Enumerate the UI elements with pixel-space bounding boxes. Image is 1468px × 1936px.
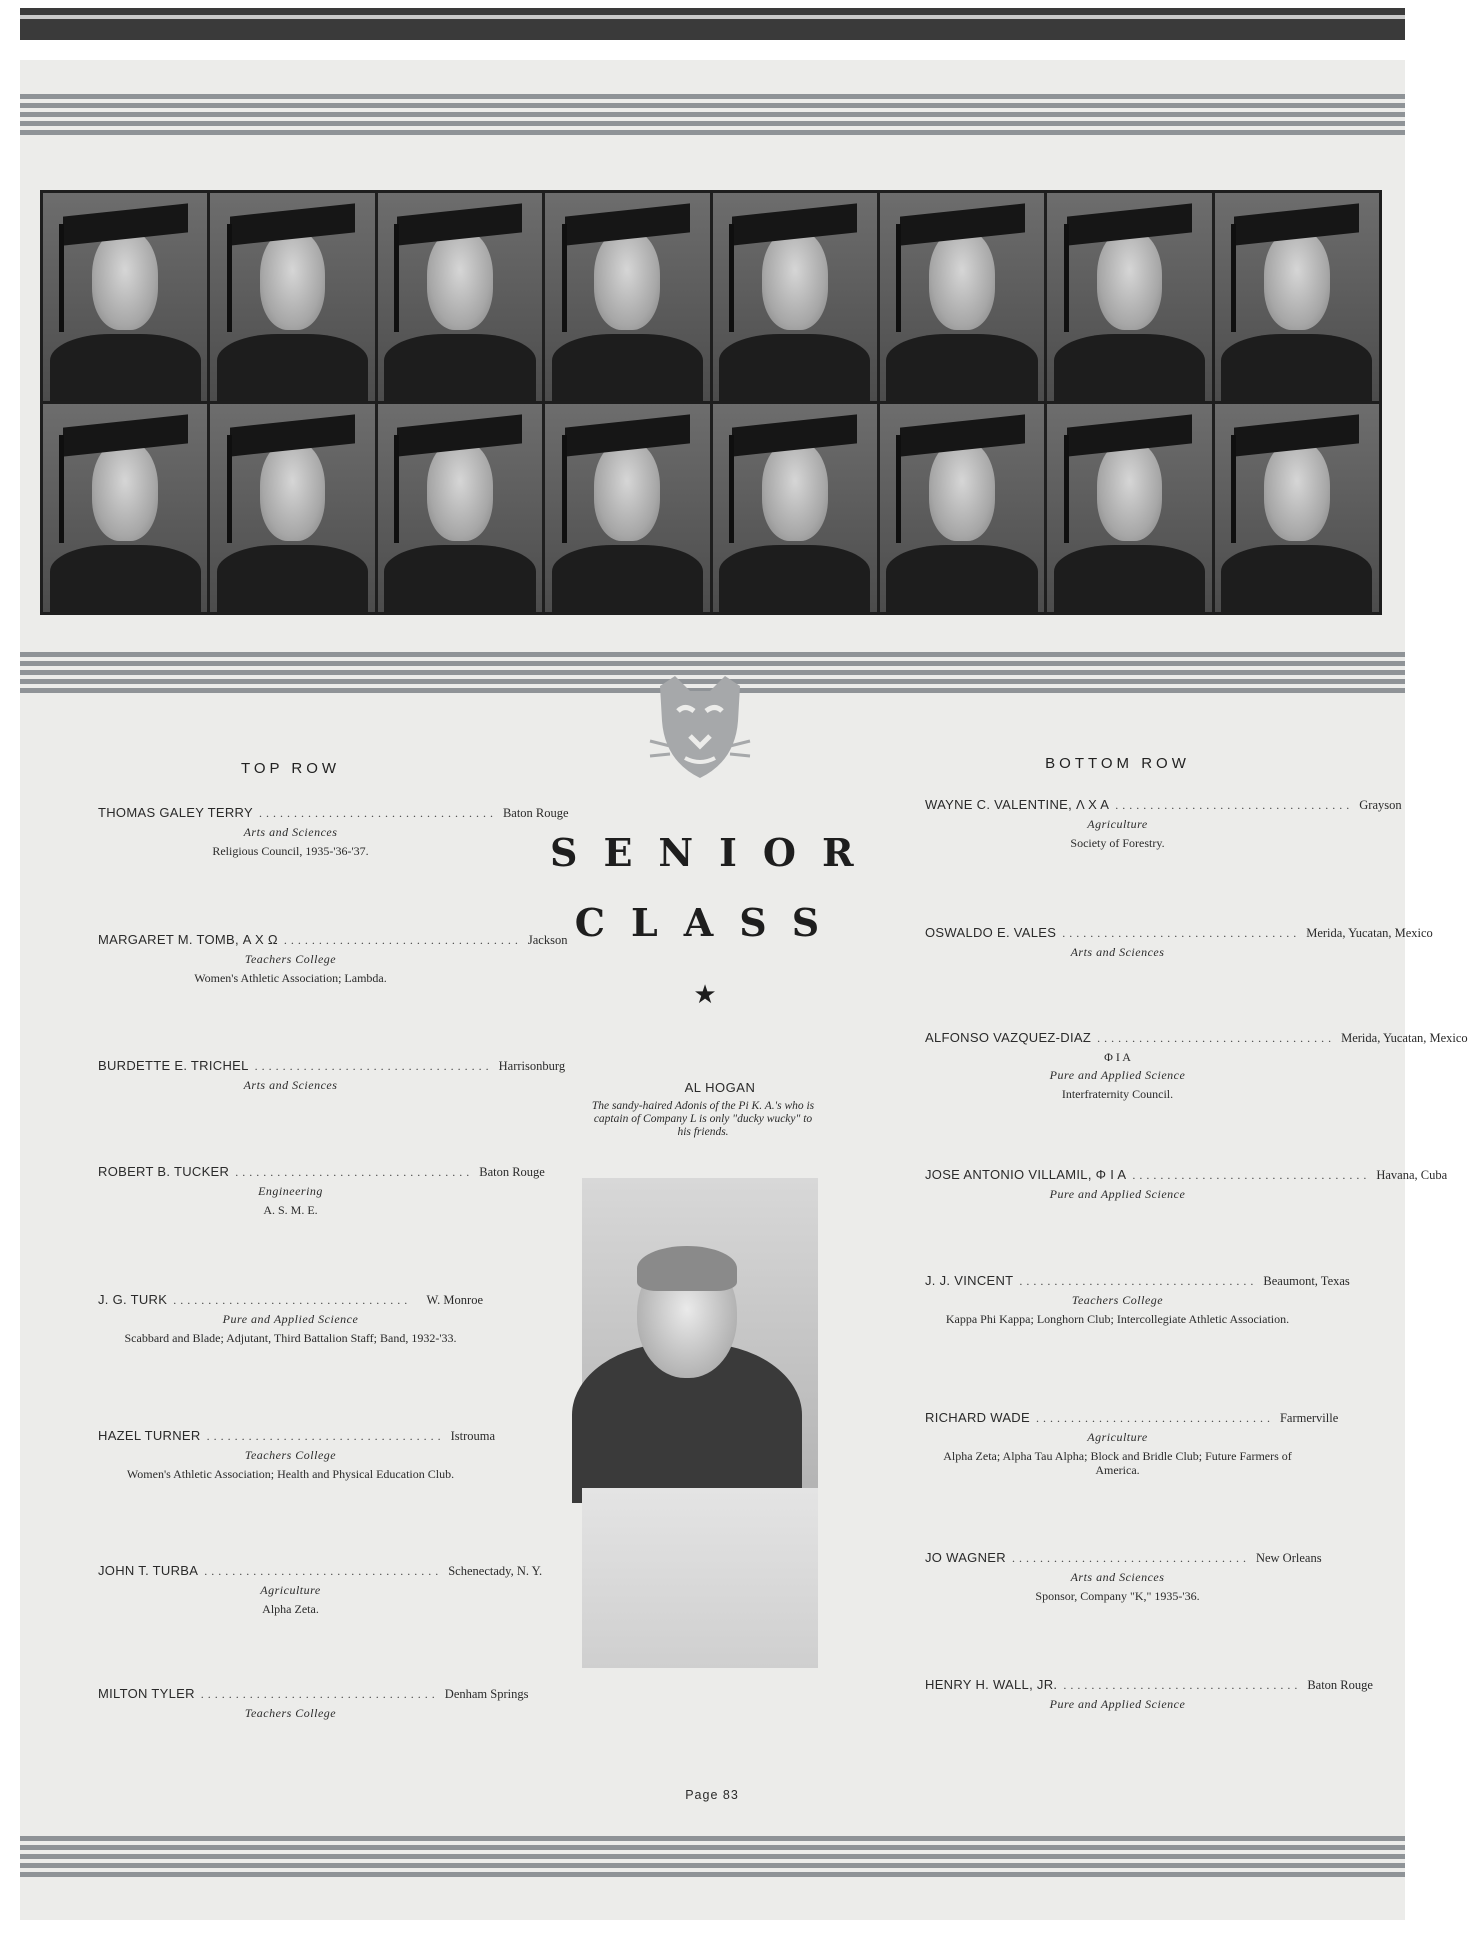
- star-icon: ★: [693, 980, 717, 1009]
- senior-title: SENIOR: [550, 830, 880, 875]
- senior-college: Teachers College: [244, 1706, 337, 1720]
- senior-name: J. J. VINCENT: [925, 1273, 1014, 1288]
- bottom-row-column: [925, 755, 1468, 1711]
- senior-portrait-grid: [40, 190, 1382, 615]
- senior-college: Agriculture: [1087, 817, 1148, 831]
- senior-activities: Kappa Phi Kappa; Longhorn Club; Intercollegiate Athletic Association.: [945, 1312, 1290, 1326]
- portrait-bottom-5: [713, 404, 877, 612]
- senior-name: RICHARD WADE: [925, 1410, 1030, 1425]
- senior-entry: ALFONSO VAZQUEZ-DIAZ .................................. Merida, Yucatan, Mexico Φ Ι Α Pure and Applied Science Interfraternity Council.: [925, 1030, 1468, 1101]
- senior-name: MILTON TYLER: [98, 1686, 195, 1701]
- senior-hometown: Schenectady, N. Y.: [448, 1564, 543, 1578]
- portrait-top-1: [43, 193, 207, 401]
- senior-name: JOSE ANTONIO VILLAMIL, Φ Ι Α: [925, 1167, 1127, 1182]
- senior-hometown: W. Monroe: [426, 1293, 483, 1307]
- senior-entry: HENRY H. WALL, JR. .................................. Baton Rouge Pure and Applied Science: [925, 1677, 1373, 1711]
- senior-activities: Alpha Zeta; Alpha Tau Alpha; Block and Bridle Club; Future Farmers of America.: [943, 1449, 1292, 1477]
- portrait-top-2: [210, 193, 374, 401]
- top-row-heading: TOP ROW: [240, 760, 341, 777]
- yearbook-page: [20, 60, 1468, 1920]
- senior-name: THOMAS GALEY TERRY: [98, 805, 253, 820]
- senior-college: Arts and Sciences: [243, 825, 338, 839]
- senior-entry: JOSE ANTONIO VILLAMIL, Φ Ι Α .................................. Havana, Cuba Pure and Applied Science: [925, 1167, 1448, 1201]
- top-stripe-divider: [20, 94, 1405, 138]
- senior-entry: J. J. VINCENT .................................. Beaumont, Texas Teachers College Kappa Phi Kappa; Longhorn Club; Intercollegiate Athletic Association.: [925, 1273, 1350, 1326]
- senior-hometown: Denham Springs: [444, 1687, 529, 1701]
- senior-hometown: Baton Rouge: [1307, 1678, 1373, 1692]
- senior-name: JO WAGNER: [925, 1550, 1006, 1565]
- senior-activities: Interfraternity Council.: [1061, 1087, 1174, 1101]
- feature-photo: [582, 1178, 818, 1668]
- senior-entry: JO WAGNER .................................. New Orleans Arts and Sciences Sponsor, Company "K," 1935-'36.: [925, 1550, 1322, 1603]
- senior-entry: BURDETTE E. TRICHEL .................................. Harrisonburg Arts and Sciences: [98, 1058, 566, 1092]
- senior-hometown: Istrouma: [450, 1429, 495, 1443]
- bottom-row-heading: BOTTOM ROW: [1045, 755, 1190, 772]
- portrait-top-8: [1215, 193, 1379, 401]
- senior-activities: Religious Council, 1935-'36-'37.: [212, 844, 369, 858]
- senior-college: Pure and Applied Science: [222, 1312, 359, 1326]
- senior-entry: RICHARD WADE .................................. Farmerville Agriculture Alpha Zeta; Alpha Tau Alpha; Block and Bridle Club; Future Farmers of America.: [925, 1410, 1339, 1477]
- senior-entry: MILTON TYLER .................................. Denham Springs Teachers College: [98, 1686, 529, 1720]
- senior-activities: A. S. M. E.: [263, 1203, 318, 1217]
- senior-activities: Scabbard and Blade; Adjutant, Third Battalion Staff; Band, 1932-'33.: [124, 1331, 457, 1345]
- senior-entry: HAZEL TURNER .................................. Istrouma Teachers College Women's Athletic Association; Health and Physical Education Club.: [98, 1428, 495, 1481]
- senior-hometown: Baton Rouge: [502, 806, 569, 820]
- senior-hometown: Harrisonburg: [498, 1059, 566, 1073]
- senior-hometown: Farmerville: [1279, 1411, 1339, 1425]
- senior-name: ALFONSO VAZQUEZ-DIAZ: [925, 1030, 1092, 1045]
- portrait-bottom-4: [545, 404, 709, 612]
- senior-activities: Women's Athletic Association; Health and Physical Education Club.: [126, 1467, 455, 1481]
- senior-college: Agriculture: [1087, 1430, 1148, 1444]
- top-row-column: [98, 760, 569, 1720]
- senior-college: Pure and Applied Science: [1049, 1068, 1186, 1082]
- portrait-bottom-8: [1215, 404, 1379, 612]
- senior-hometown: Merida, Yucatan, Mexico: [1306, 926, 1433, 940]
- senior-college: Pure and Applied Science: [1049, 1187, 1186, 1201]
- portrait-top-5: [713, 193, 877, 401]
- senior-name: BURDETTE E. TRICHEL: [98, 1058, 249, 1073]
- feature-caption: The sandy-haired Adonis of the Pi K. A.'s who is captain of Company L is only "ducky wucky" to his friends.: [591, 1100, 815, 1138]
- senior-name: HENRY H. WALL, JR.: [925, 1677, 1058, 1692]
- senior-hometown: Baton Rouge: [479, 1165, 545, 1179]
- senior-college: Agriculture: [260, 1583, 321, 1597]
- tiger-mascot-icon: [640, 666, 760, 786]
- senior-entry: ROBERT B. TUCKER .................................. Baton Rouge Engineering A. S. M. E.: [98, 1164, 545, 1217]
- senior-entry: J. G. TURK .................................. W. Monroe Pure and Applied Science Scabbard and Blade; Adjutant, Third Battalion Staff; Band, 1932-'33.: [98, 1292, 483, 1345]
- portrait-bottom-2: [210, 404, 374, 612]
- senior-activities: Women's Athletic Association; Lambda.: [194, 971, 387, 985]
- senior-hometown: Jackson: [527, 933, 568, 947]
- senior-college: Arts and Sciences: [1070, 945, 1165, 959]
- senior-entry: THOMAS GALEY TERRY .................................. Baton Rouge Arts and Sciences Religious Council, 1935-'36-'37.: [98, 805, 569, 858]
- feature-name: AL HOGAN: [684, 1080, 756, 1095]
- senior-activities: Sponsor, Company "K," 1935-'36.: [1035, 1589, 1200, 1603]
- senior-hometown: New Orleans: [1255, 1551, 1322, 1565]
- senior-college: Teachers College: [244, 952, 337, 966]
- senior-fraternity: Φ Ι Α: [1104, 1050, 1131, 1064]
- portrait-bottom-7: [1047, 404, 1211, 612]
- senior-name: WAYNE C. VALENTINE, Λ Χ Α: [925, 797, 1110, 812]
- senior-hometown: Havana, Cuba: [1376, 1168, 1448, 1182]
- senior-name: JOHN T. TURBA: [98, 1563, 199, 1578]
- top-border-band: [20, 8, 1405, 40]
- senior-activities: Society of Forestry.: [1070, 836, 1165, 850]
- senior-hometown: Grayson: [1359, 798, 1402, 812]
- portrait-bottom-1: [43, 404, 207, 612]
- senior-college: Arts and Sciences: [243, 1078, 338, 1092]
- portrait-top-3: [378, 193, 542, 401]
- senior-entry: JOHN T. TURBA .................................. Schenectady, N. Y. Agriculture Alpha Zeta.: [98, 1563, 543, 1616]
- senior-entry: WAYNE C. VALENTINE, Λ Χ Α .................................. Grayson Agriculture Society of Forestry.: [925, 797, 1402, 850]
- senior-name: HAZEL TURNER: [98, 1428, 201, 1443]
- senior-college: Teachers College: [1071, 1293, 1164, 1307]
- senior-name: OSWALDO E. VALES: [925, 925, 1057, 940]
- senior-name: J. G. TURK: [98, 1292, 168, 1307]
- senior-hometown: Beaumont, Texas: [1263, 1274, 1350, 1288]
- bottom-stripe-divider: [20, 1836, 1405, 1880]
- senior-name: MARGARET M. TOMB, Α Χ Ω: [98, 932, 278, 947]
- portrait-top-7: [1047, 193, 1211, 401]
- senior-activities: Alpha Zeta.: [262, 1602, 319, 1616]
- senior-college: Arts and Sciences: [1070, 1570, 1165, 1584]
- senior-college: Engineering: [258, 1184, 323, 1198]
- portrait-bottom-3: [378, 404, 542, 612]
- senior-hometown: Merida, Yucatan, Mexico: [1341, 1031, 1468, 1045]
- senior-entry: OSWALDO E. VALES .................................. Merida, Yucatan, Mexico Arts and Sciences: [925, 925, 1433, 959]
- senior-entry: MARGARET M. TOMB, Α Χ Ω .................................. Jackson Teachers College Women's Athletic Association; Lambda.: [98, 932, 568, 985]
- senior-college: Pure and Applied Science: [1049, 1697, 1186, 1711]
- page-number: Page 83: [685, 1788, 739, 1802]
- portrait-top-4: [545, 193, 709, 401]
- class-title: CLASS: [574, 900, 846, 945]
- senior-college: Teachers College: [244, 1448, 337, 1462]
- portrait-top-6: [880, 193, 1044, 401]
- portrait-bottom-6: [880, 404, 1044, 612]
- senior-name: ROBERT B. TUCKER: [98, 1164, 230, 1179]
